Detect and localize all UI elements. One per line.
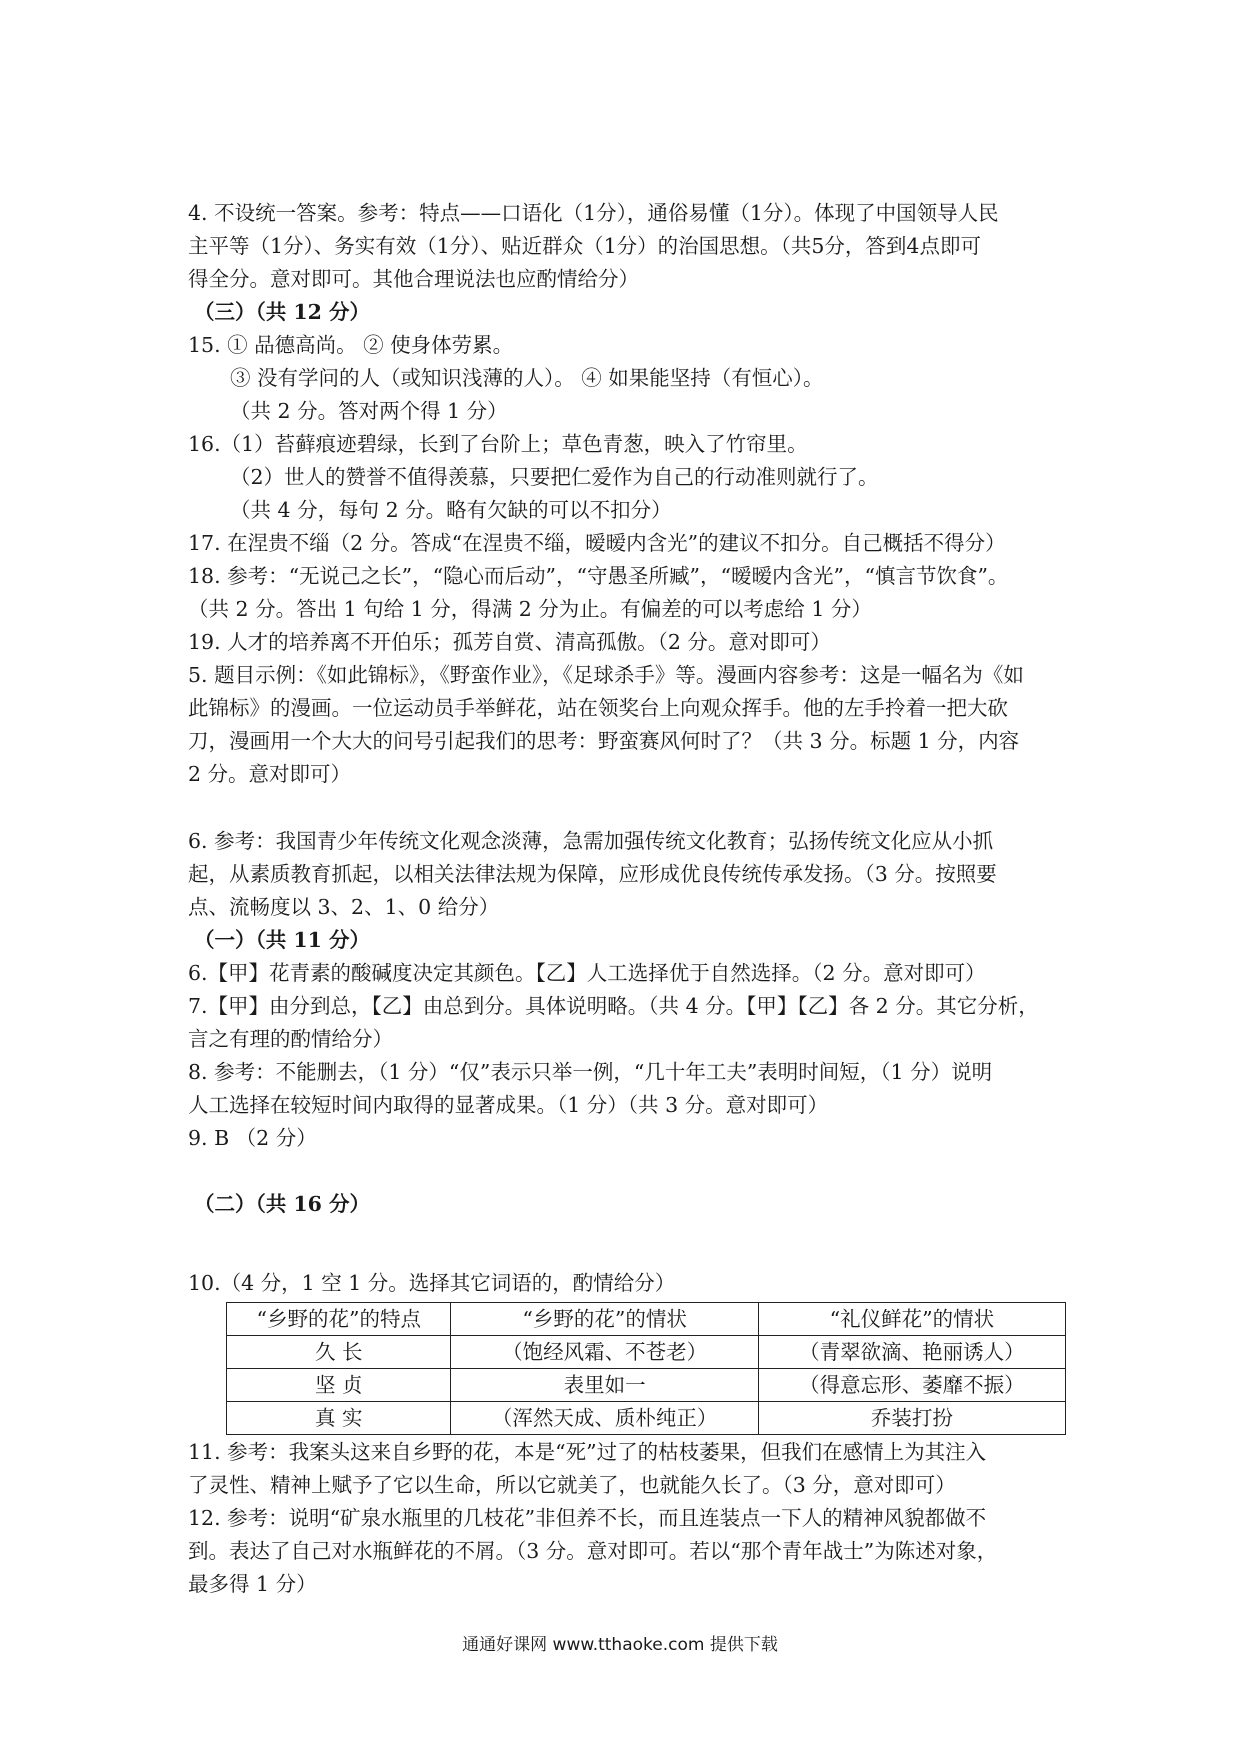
answer-5-line-2: 此锦标》的漫画。一位运动员手举鲜花，站在领奖台上向观众挥手。他的左手拎着一把大砍 xyxy=(188,696,1008,720)
answer-12-line-2: 到。表达了自己对水瓶鲜花的不屑。（3 分。意对即可。若以“那个青年战士”为陈述对象， xyxy=(188,1539,998,1563)
table-cell: （得意忘形、萎靡不振） xyxy=(758,1369,1065,1402)
answer-11-line-1: 11. 参考：我案头这来自乡野的花，本是“死”过了的枯枝萎果，但我们在感情上为其注入 xyxy=(188,1440,987,1464)
table-cell: 乔装打扮 xyxy=(758,1402,1065,1435)
answer-7-line-2: 言之有理的酌情给分） xyxy=(188,1027,393,1051)
answer-9: 9. B （2 分） xyxy=(188,1126,317,1150)
answer-5-line-3: 刀，漫画用一个大大的问号引起我们的思考：野蛮赛风何时了？（共 3 分。标题 1 分，内容 xyxy=(188,729,1020,753)
answer-12-line-3: 最多得 1 分） xyxy=(188,1572,317,1596)
page-footer: 通通好课网 www.tthaoke.com 提供下载 xyxy=(462,1635,778,1655)
answer-16-line-2: （2）世人的赞誉不值得羡慕，只要把仁爱作为自己的行动准则就行了。 xyxy=(230,465,879,489)
answer-5-line-1: 5. 题目示例：《如此锦标》，《野蛮作业》，《足球杀手》等。漫画内容参考：这是一幅名为《如 xyxy=(188,663,1024,687)
answer-8-line-1: 8. 参考：不能删去，（1 分）“仅”表示只举一例，“几十年工夫”表明时间短，（1 分）说明 xyxy=(188,1060,993,1084)
answer-4-line-1: 4. 不设统一答案。参考：特点——口语化（1分），通俗易懂（1分）。体现了中国领导人民 xyxy=(188,201,999,225)
table-cell: 久 长 xyxy=(227,1336,451,1369)
answer-18-line-1: 18. 参考：“无说己之长”，“隐心而后动”，“守愚圣所臧”，“暧暧内含光”，“慎言节饮食”。 xyxy=(188,564,1009,588)
answer-15-line-1: 15. ① 品德高尚。 ② 使身体劳累。 xyxy=(188,333,514,357)
table-header: “乡野的花”的特点 xyxy=(227,1303,451,1336)
table-row xyxy=(227,1369,1066,1402)
answer-11-line-2: 了灵性、精神上赋予了它以生命，所以它就美了，也就能久长了。（3 分，意对即可） xyxy=(188,1473,956,1497)
answer-15-line-2: ③ 没有学问的人（或知识浅薄的人）。 ④ 如果能坚持（有恒心）。 xyxy=(230,366,824,390)
answer-4-line-2: 主平等（1分）、务实有效（1分）、贴近群众（1分）的治国思想。（共5分，答到4点即可 xyxy=(188,234,981,258)
answer-6-line-3: 点、流畅度以 3、2、1、0 给分） xyxy=(188,895,500,919)
section-3-heading: （三）（共 12 分） xyxy=(194,300,371,324)
answer-16-note: （共 4 分，每句 2 分。略有欠缺的可以不扣分） xyxy=(230,498,672,522)
table-cell: 真 实 xyxy=(227,1402,451,1435)
table-cell: （浑然天成、质朴纯正） xyxy=(451,1402,758,1435)
answer-17: 17. 在涅贵不缁（2 分。答成“在涅贵不缁，暧暧内含光”的建议不扣分。自己概括不得分） xyxy=(188,531,1006,555)
answer-8-line-2: 人工选择在较短时间内取得的显著成果。（1 分）（共 3 分。意对即可） xyxy=(188,1093,829,1117)
answer-10-table xyxy=(226,1302,1066,1435)
answer-10: 10.（4 分，1 空 1 分。选择其它词语的，酌情给分） xyxy=(188,1271,676,1295)
table-row xyxy=(227,1336,1066,1369)
answer-5-line-4: 2 分。意对即可） xyxy=(188,762,352,786)
table-header-row xyxy=(227,1303,1066,1336)
table-cell: （青翠欲滴、艳丽诱人） xyxy=(758,1336,1065,1369)
table-cell: 表里如一 xyxy=(451,1369,758,1402)
answer-19: 19. 人才的培养离不开伯乐；孤芳自赏、清高孤傲。（2 分。意对即可） xyxy=(188,630,831,654)
answer-18-line-2: （共 2 分。答出 1 句给 1 分，得满 2 分为止。有偏差的可以考虑给 1 分） xyxy=(188,597,872,621)
table-header: “礼仪鲜花”的情状 xyxy=(758,1303,1065,1336)
answer-6-line-2: 起，从素质教育抓起，以相关法律法规为保障，应形成优良传统传承发扬。（3 分。按照要 xyxy=(188,862,997,886)
answer-12-line-1: 12. 参考：说明“矿泉水瓶里的几枝花”非但养不长，而且连装点一下人的精神风貌都做不 xyxy=(188,1506,987,1530)
answer-7-line-1: 7.【甲】由分到总，【乙】由总到分。具体说明略。（共 4 分。【甲】【乙】各 2 分。其它分析， xyxy=(188,994,1039,1018)
table-cell: （饱经风霜、不苍老） xyxy=(451,1336,758,1369)
answer-16-line-1: 16.（1）苔藓痕迹碧绿，长到了台阶上；草色青葱，映入了竹帘里。 xyxy=(188,432,808,456)
table-row xyxy=(227,1402,1066,1435)
answer-4-line-3: 得全分。意对即可。其他合理说法也应酌情给分） xyxy=(188,267,639,291)
answer-6b: 6.【甲】花青素的酸碱度决定其颜色。【乙】人工选择优于自然选择。（2 分。意对即可） xyxy=(188,961,986,985)
section-2-heading: （二）（共 16 分） xyxy=(194,1192,371,1216)
answer-15-note: （共 2 分。答对两个得 1 分） xyxy=(230,399,508,423)
table-header: “乡野的花”的情状 xyxy=(451,1303,758,1336)
answer-6-line-1: 6. 参考：我国青少年传统文化观念淡薄，急需加强传统文化教育；弘扬传统文化应从小抓 xyxy=(188,829,994,853)
section-1-heading: （一）（共 11 分） xyxy=(194,928,371,952)
table-cell: 坚 贞 xyxy=(227,1369,451,1402)
